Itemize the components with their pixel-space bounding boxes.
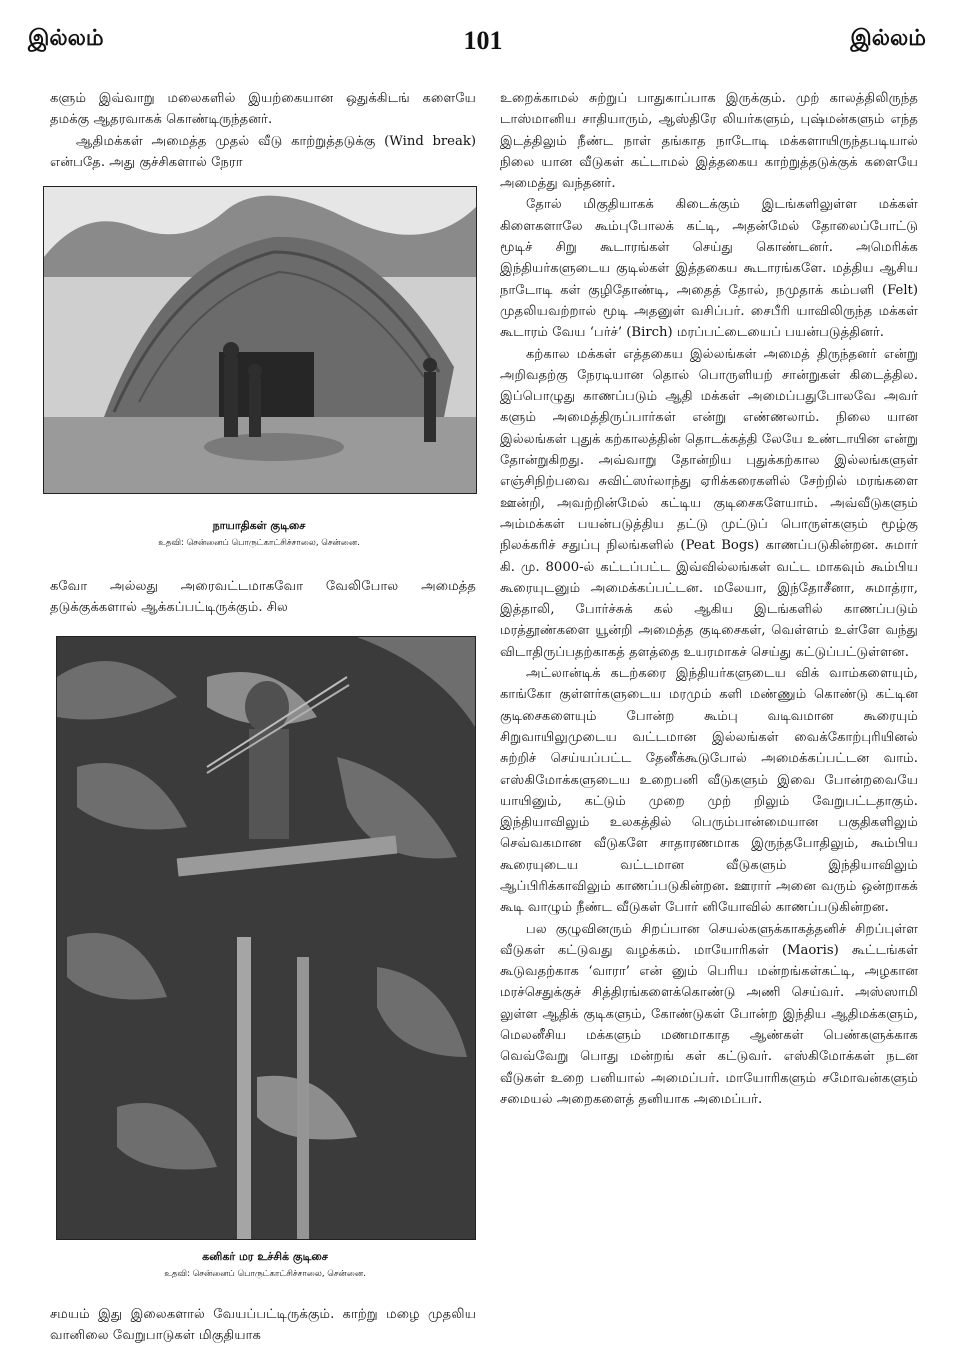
figure-caption-2 <box>56 1250 474 1280</box>
tree-hut-photo-illustration <box>57 637 475 1239</box>
paragraph: கற்கால மக்கள் எத்தகைய இல்லங்கள் அமைத் திருந்தனர் என்று அறிவதற்கு நேரடியான தொல் பொருளியற் சான்றுகள் கிடைத்தில. இப்பொழுது காணப்படும் ஆதி மக்கள் அமைப்பதுபோலவே அவர் களும் அமைத்திருப்பார்கள் என்று எண்ணலாம். நிலை யான இல்லங்கள் புதுக் கற்காலத்தின் தொடக்கத்தி லேயே உண்டாயின என்று தோன்றுகிறது. அவ்வாறு தோன்றிய புதுக்கற்கால இல்லங்களுள் எஞ்சிநிற்பவை சுவிட்ஸர்லாந்து ஏரிக்கரைகளில் சேற்றில் மரங்களை ஊன்றி, அவற்றின்மேல் கட்டிய குடிசைகளேயாம். அவ்வீடுகளும் அம்மக்கள் பயன்படுத்திய தட்டு முட்டுப் பொருள்களும் மூழ்கு நிலக்கரிச் சதுப்பு நிலங்களில் (Peat Bogs) காணப்படுகின்றன. சுமார் கி. மு. 8000-ல் கட்டப்பட்ட இவ்வில்லங்கள் வட்ட மாகவும் கூம்பிய கூரையுடனும் அமைக்கப்பட்டன. மலேயா, இந்தோசீனா, சுமாத்ரா, இத்தாலி, போர்ச்சுக் கல் ஆகிய இடங்களில் காணப்படும் மரத்தூண்களை யூன்றி அமைத்த குடிசைகள், வெள்ளம் உள்ளே வந்து விடாதிருப்பதற்காகத் தளத்தை உயரமாகச் செய்து கட்டுப்பட்டுள்ளன. <box>500 346 918 660</box>
paragraph: ஆதிமக்கள் அமைத்த முதல் வீடு காற்றுத்தடுக்கு (Wind break) என்பதே. அது குச்சிகளால் நேரா <box>50 133 476 170</box>
paragraph: தோல் மிகுதியாகக் கிடைக்கும் இடங்களிலுள்ள மக்கள் கிளைகளாலே கூம்புபோலக் கட்டி, அதன்மேல் தோலைப்போட்டு மூடிச் சிறு கூடாரங்கள் செய்து கொண்டனர். அமெரிக்க இந்தியர்களுடைய குடில்கள் இத்தகைய கூடாரங்களே. மத்திய ஆசிய நாடோடி கள் குழிதோண்டி, அதைத் தோல், நமுதாக் கம்பளி (Felt) முதலியவற்றால் மூடி அதனுள் வசிப்பர். சைபீரி யாவிலிருந்த மக்கள் கூடாரம் வேய ‘பர்ச்’ (Birch) மரப்பட்டையைப் பயன்படுத்தினர். <box>500 197 918 341</box>
right-column <box>500 88 918 1110</box>
running-head-right: இல்லம் <box>850 26 926 51</box>
hut-photograph <box>43 186 477 494</box>
page-header <box>0 26 966 66</box>
paragraph: பல குழுவினரும் சிறப்பான செயல்களுக்காகத்தனிச் சிறப்புள்ள வீடுகள் கட்டுவது வழக்கம். மாயோரிகள் (Maoris) கூட்டங்கள் கூடுவதற்காக ‘வாரா’ என் னும் பெரிய மன்றங்கள்கட்டி, அழகான மரச்செதுக்குச் சித்திரங்களைக்கொண்டு அணி செய்வர். அஸ்ஸாமி லுள்ள ஆதிக் குடிகளும், கோண்டுகள் போன்ற இந்திய ஆதிமக்களும், மெலனீசிய மக்களும் மணமாகாத ஆண்கள் பெண்களுக்காக வெவ்வேறு பொது மன்றங் கள் கட்டுவர். எஸ்கிமோக்கள் நடன வீடுகள் உறை பனியால் அமைப்பர். மாயோரிகளும் சமோவன்களும் சமையல் அறைகளைத் தனியாக அமைப்பர். <box>500 921 918 1107</box>
caption-credit: உதவி: சென்னைப் பொருட்காட்சிச்சாலை, சென்னை. <box>164 1269 366 1279</box>
caption-title: நாயாதிகள் குடிசை <box>212 519 306 532</box>
figure-caption-1 <box>43 519 475 549</box>
tree-hut-photograph <box>56 636 476 1240</box>
paragraph: சமயம் இது இலைகளால் வேயப்பட்டிருக்கும். காற்று மழை முதலிய வானிலை வேறுபாடுகள் மிகுதியாக <box>50 1307 476 1344</box>
paragraph: களும் இவ்வாறு மலைகளில் இயற்கையான ஒதுக்கிடங் களையே தமக்கு ஆதரவாகக் கொண்டிருந்தனர். <box>50 91 476 128</box>
paragraph: கவோ அல்லது அரைவட்டமாகவோ வேலிபோல அமைத்த தடுக்குக்களால் ஆக்கப்பட்டிருக்கும். சில <box>50 579 476 616</box>
left-column-top <box>50 88 476 173</box>
paragraph: உறைக்காமல் சுற்றுப் பாதுகாப்பாக இருக்கும். முற் காலத்திலிருந்த டாஸ்மானிய சாதியாரும், ஆஸ்திரே லியர்களும், புஷ்மன்களும் எந்த இடத்திலும் நீண்ட நாள் தங்காத நாடோடி மக்களாயிருந்தபடியால் நிலை யான வீடுகள் கட்டாமல் இத்தகைய காற்றுத்தடுக்குக் களையே அமைத்து வந்தனர். <box>500 91 918 192</box>
caption-title: கனிகர் மர உச்சிக் குடிசை <box>202 1250 328 1263</box>
page-number: 101 <box>463 26 503 55</box>
hut-photo-illustration <box>44 187 476 493</box>
caption-credit: உதவி: சென்னைப் பொருட்காட்சிச்சாலை, சென்னை. <box>158 538 360 548</box>
left-column-bottom <box>50 1304 476 1347</box>
paragraph: அட்லான்டிக் கடற்கரை இந்தியர்களுடைய விக் வாம்களையும், காங்கோ குள்ளர்களுடைய மரமும் களி மண்ணும் கொண்டு கட்டின குடிசைகளையும் போன்ற கூம்பு வடிவமான கூரையும் சிறுவாயிலுமுடைய வட்டமான இல்லங்கள் வைக்கோற்புரியினல் சுற்றிச் செய்யப்பட்ட தேனீக்கூடுபோல் அமைக்கப்பட்டன வாம். எஸ்கிமோக்களுடைய உறைபனி வீடுகளும் இவை போன்றவையே யாயினும், கட்டும் முறை முற் றிலும் வேறுபட்டதாகும். இந்தியாவிலும் உலகத்தில் பெரும்பான்மையான பகுதிகளிலும் செவ்வகமான வீடுகளே சாதாரணமாக இருந்தபோதிலும், கூம்பிய கூரையுடைய வட்டமான வீடுகளும் இந்தியாவிலும் ஆப்பிரிக்காவிலும் காணப்படுகின்றன. ஊரார் அனை வரும் ஒன்றாகக் கூடி வாழும் நீண்ட வீடுகள் போர் னியோவில் காணப்படுகின்றன. <box>500 666 918 916</box>
running-head-left: இல்லம் <box>28 26 104 51</box>
left-column-middle <box>50 576 476 619</box>
